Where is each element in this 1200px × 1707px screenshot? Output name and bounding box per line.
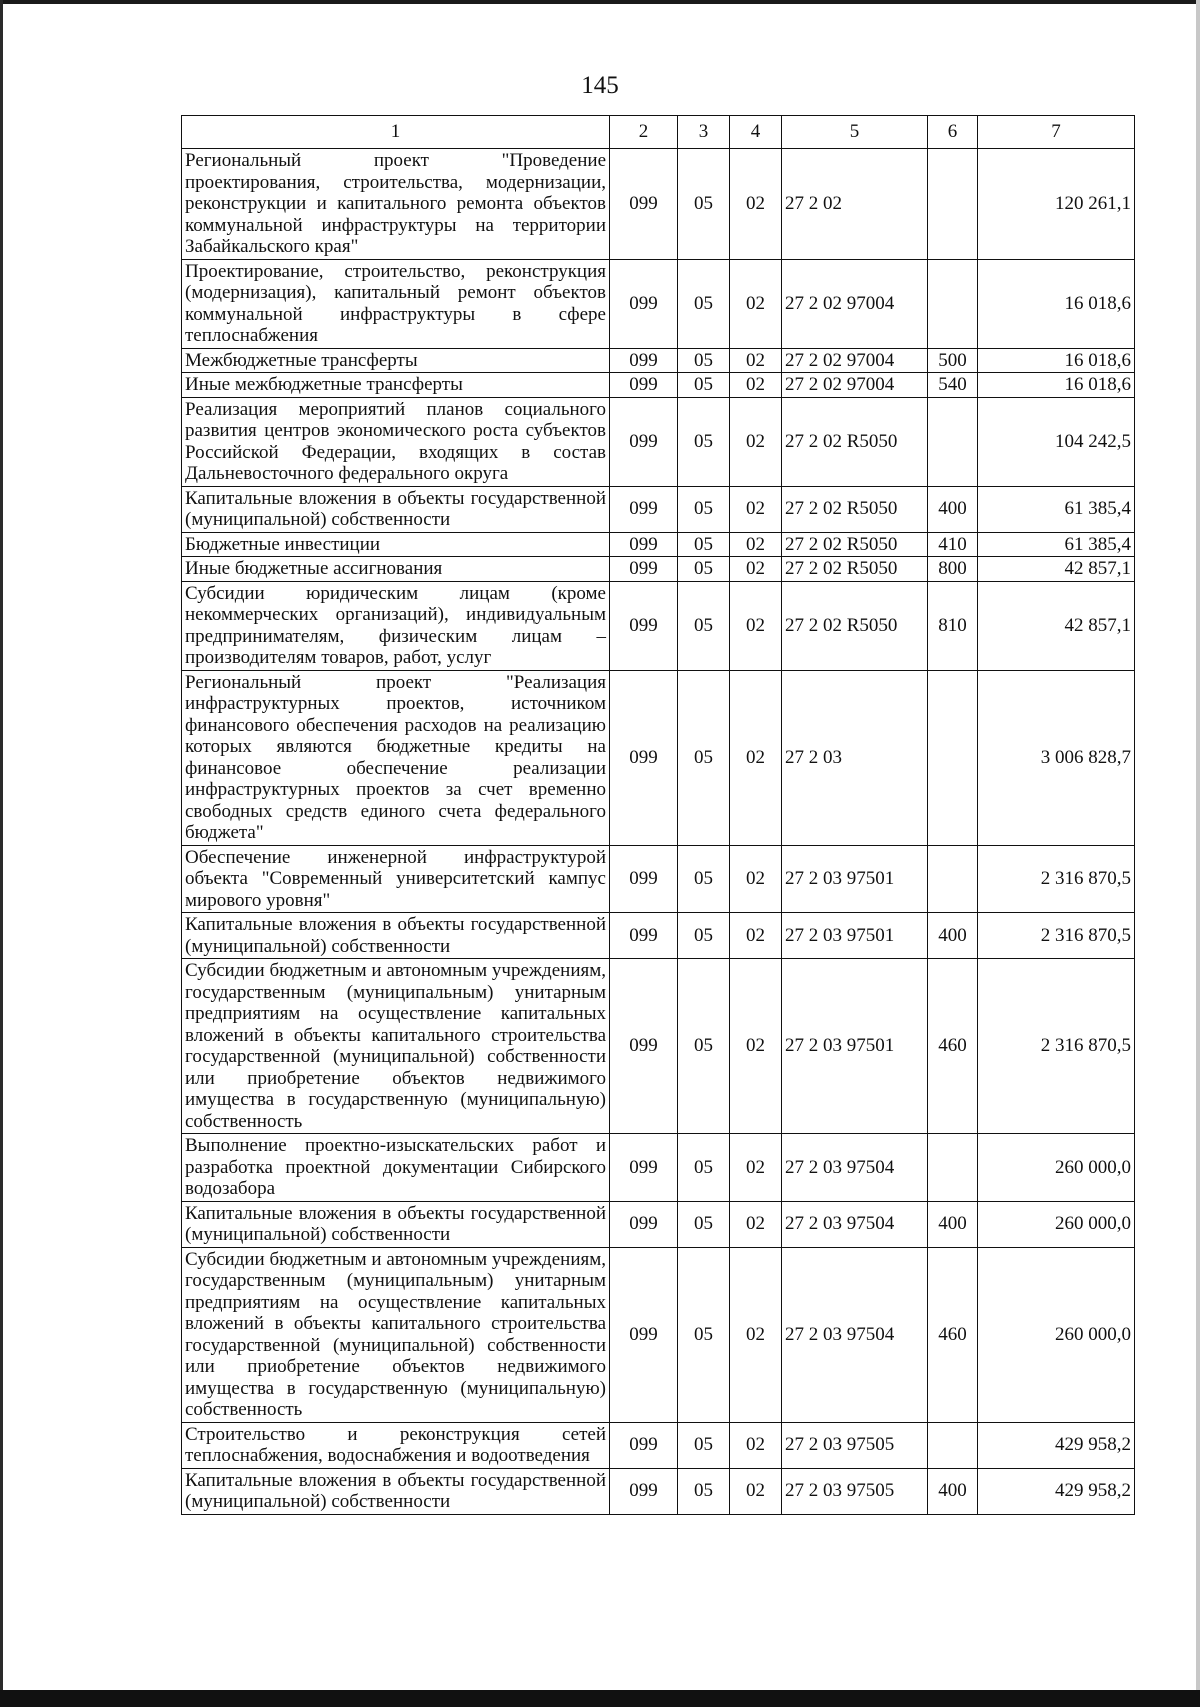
cell-code-5: 27 2 03 97501 — [782, 913, 928, 959]
row-description: Строительство и реконструкция сетей теплоснабжения, водоснабжения и водоотведения — [182, 1422, 610, 1468]
cell-code-2: 099 — [610, 581, 678, 670]
cell-code-4: 02 — [730, 149, 782, 260]
row-description: Капитальные вложения в объекты государственной (муниципальной) собственности — [182, 913, 610, 959]
table-row — [182, 532, 1135, 557]
cell-code-2: 099 — [610, 845, 678, 913]
cell-amount: 42 857,1 — [978, 557, 1135, 582]
budget-table — [181, 115, 1135, 1515]
column-header: 2 — [610, 116, 678, 149]
cell-code-6: 400 — [928, 1201, 978, 1247]
row-description: Субсидии бюджетным и автономным учреждениям, государственным (муниципальным) унитарным предприятиям на осуществление капитальных вложений в объекты капитального строительства государственной (муниципальной) собственности или приобретение объектов недвижимого имущества в государственную (муниципальную) собственность — [182, 959, 610, 1134]
table-header — [182, 116, 1135, 149]
cell-amount: 2 316 870,5 — [978, 959, 1135, 1134]
row-description: Межбюджетные трансферты — [182, 348, 610, 373]
cell-code-5: 27 2 02 R5050 — [782, 532, 928, 557]
cell-code-2: 099 — [610, 149, 678, 260]
cell-code-6 — [928, 397, 978, 486]
cell-amount: 61 385,4 — [978, 486, 1135, 532]
row-description: Субсидии юридическим лицам (кроме некоммерческих организаций), индивидуальным предпринимателям, физическим лицам – производителям товаров, работ, услуг — [182, 581, 610, 670]
cell-code-6: 810 — [928, 581, 978, 670]
cell-amount: 2 316 870,5 — [978, 913, 1135, 959]
cell-code-4: 02 — [730, 1468, 782, 1514]
cell-amount: 16 018,6 — [978, 348, 1135, 373]
scan-edge-right — [1196, 0, 1200, 1707]
cell-amount: 260 000,0 — [978, 1134, 1135, 1202]
row-description: Реализация мероприятий планов социального развития центров экономического роста субъектов Российской Федерации, входящих в состав Дальневосточного федерального округа — [182, 397, 610, 486]
table-row — [182, 373, 1135, 398]
table-row — [182, 397, 1135, 486]
column-header: 6 — [928, 116, 978, 149]
cell-code-5: 27 2 02 97004 — [782, 348, 928, 373]
cell-amount: 429 958,2 — [978, 1468, 1135, 1514]
cell-code-3: 05 — [678, 1468, 730, 1514]
cell-code-3: 05 — [678, 1201, 730, 1247]
column-header: 7 — [978, 116, 1135, 149]
cell-code-5: 27 2 03 — [782, 670, 928, 845]
cell-code-3: 05 — [678, 845, 730, 913]
header-row — [182, 116, 1135, 149]
cell-amount: 42 857,1 — [978, 581, 1135, 670]
row-description: Проектирование, строительство, реконструкция (модернизация), капитальный ремонт объектов коммунальной инфраструктуры в сфере теплоснабжения — [182, 259, 610, 348]
cell-amount: 16 018,6 — [978, 373, 1135, 398]
cell-code-4: 02 — [730, 1422, 782, 1468]
cell-code-5: 27 2 03 97504 — [782, 1201, 928, 1247]
row-description: Региональный проект "Проведение проектирования, строительства, модернизации, реконструкции и капитального ремонта объектов коммунальной инфраструктуры на территории Забайкальского края" — [182, 149, 610, 260]
cell-code-2: 099 — [610, 532, 678, 557]
table-row — [182, 486, 1135, 532]
cell-code-6: 460 — [928, 1247, 978, 1422]
cell-code-3: 05 — [678, 581, 730, 670]
cell-amount: 120 261,1 — [978, 149, 1135, 260]
row-description: Капитальные вложения в объекты государственной (муниципальной) собственности — [182, 1468, 610, 1514]
table-row — [182, 1247, 1135, 1422]
cell-code-4: 02 — [730, 373, 782, 398]
cell-code-4: 02 — [730, 959, 782, 1134]
cell-code-5: 27 2 02 — [782, 149, 928, 260]
cell-code-2: 099 — [610, 397, 678, 486]
table-row — [182, 149, 1135, 260]
cell-code-4: 02 — [730, 845, 782, 913]
cell-code-4: 02 — [730, 1201, 782, 1247]
row-description: Иные бюджетные ассигнования — [182, 557, 610, 582]
cell-code-6: 410 — [928, 532, 978, 557]
cell-code-6: 460 — [928, 959, 978, 1134]
cell-code-2: 099 — [610, 959, 678, 1134]
cell-code-6 — [928, 149, 978, 260]
cell-code-3: 05 — [678, 259, 730, 348]
cell-code-6: 800 — [928, 557, 978, 582]
cell-code-3: 05 — [678, 1247, 730, 1422]
cell-code-2: 099 — [610, 1134, 678, 1202]
cell-code-6: 540 — [928, 373, 978, 398]
cell-amount: 2 316 870,5 — [978, 845, 1135, 913]
cell-code-3: 05 — [678, 486, 730, 532]
row-description: Субсидии бюджетным и автономным учреждениям, государственным (муниципальным) унитарным предприятиям на осуществление капитальных вложений в объекты капитального строительства государственной (муниципальной) собственности или приобретение объектов недвижимого имущества в государственную (муниципальную) собственность — [182, 1247, 610, 1422]
cell-code-3: 05 — [678, 913, 730, 959]
cell-code-6: 400 — [928, 1468, 978, 1514]
cell-code-2: 099 — [610, 1468, 678, 1514]
cell-code-6 — [928, 845, 978, 913]
cell-code-5: 27 2 02 R5050 — [782, 581, 928, 670]
cell-code-2: 099 — [610, 486, 678, 532]
table-row — [182, 259, 1135, 348]
cell-code-6 — [928, 1134, 978, 1202]
scan-edge-top — [0, 0, 1200, 4]
cell-code-3: 05 — [678, 397, 730, 486]
cell-code-6 — [928, 670, 978, 845]
cell-code-2: 099 — [610, 1422, 678, 1468]
cell-code-3: 05 — [678, 1134, 730, 1202]
cell-amount: 260 000,0 — [978, 1247, 1135, 1422]
cell-code-4: 02 — [730, 670, 782, 845]
table-row — [182, 581, 1135, 670]
cell-code-5: 27 2 02 97004 — [782, 373, 928, 398]
cell-code-5: 27 2 02 97004 — [782, 259, 928, 348]
cell-code-2: 099 — [610, 1201, 678, 1247]
cell-code-5: 27 2 03 97505 — [782, 1422, 928, 1468]
cell-code-2: 099 — [610, 259, 678, 348]
column-header: 1 — [182, 116, 610, 149]
table-row — [182, 557, 1135, 582]
cell-code-4: 02 — [730, 397, 782, 486]
cell-code-3: 05 — [678, 670, 730, 845]
column-header: 5 — [782, 116, 928, 149]
scan-edge-left — [0, 0, 3, 1707]
table-row — [182, 1201, 1135, 1247]
cell-code-4: 02 — [730, 486, 782, 532]
row-description: Капитальные вложения в объекты государственной (муниципальной) собственности — [182, 1201, 610, 1247]
cell-code-6: 500 — [928, 348, 978, 373]
cell-code-3: 05 — [678, 959, 730, 1134]
cell-amount: 104 242,5 — [978, 397, 1135, 486]
cell-code-5: 27 2 02 R5050 — [782, 397, 928, 486]
table-body — [182, 149, 1135, 1515]
column-header: 3 — [678, 116, 730, 149]
cell-code-4: 02 — [730, 913, 782, 959]
cell-code-5: 27 2 03 97501 — [782, 845, 928, 913]
cell-code-3: 05 — [678, 1422, 730, 1468]
row-description: Выполнение проектно-изыскательских работ и разработка проектной документации Сибирского водозабора — [182, 1134, 610, 1202]
cell-code-5: 27 2 03 97504 — [782, 1134, 928, 1202]
cell-code-3: 05 — [678, 348, 730, 373]
cell-code-3: 05 — [678, 557, 730, 582]
table-row — [182, 959, 1135, 1134]
table-row — [182, 1468, 1135, 1514]
cell-code-5: 27 2 02 R5050 — [782, 486, 928, 532]
cell-amount: 16 018,6 — [978, 259, 1135, 348]
cell-code-2: 099 — [610, 913, 678, 959]
cell-code-4: 02 — [730, 557, 782, 582]
table-row — [182, 348, 1135, 373]
cell-code-4: 02 — [730, 581, 782, 670]
table-row — [182, 845, 1135, 913]
cell-code-6 — [928, 259, 978, 348]
cell-code-6 — [928, 1422, 978, 1468]
row-description: Иные межбюджетные трансферты — [182, 373, 610, 398]
cell-code-5: 27 2 02 R5050 — [782, 557, 928, 582]
table-row — [182, 670, 1135, 845]
cell-amount: 429 958,2 — [978, 1422, 1135, 1468]
cell-code-2: 099 — [610, 348, 678, 373]
row-description: Капитальные вложения в объекты государственной (муниципальной) собственности — [182, 486, 610, 532]
table-row — [182, 1422, 1135, 1468]
cell-code-5: 27 2 03 97504 — [782, 1247, 928, 1422]
cell-code-4: 02 — [730, 1247, 782, 1422]
cell-code-4: 02 — [730, 1134, 782, 1202]
cell-code-5: 27 2 03 97501 — [782, 959, 928, 1134]
cell-code-6: 400 — [928, 486, 978, 532]
cell-amount: 61 385,4 — [978, 532, 1135, 557]
column-header: 4 — [730, 116, 782, 149]
row-description: Обеспечение инженерной инфраструктурой объекта "Современный университетский кампус мирового уровня" — [182, 845, 610, 913]
scan-edge-bottom — [0, 1690, 1200, 1707]
cell-code-6: 400 — [928, 913, 978, 959]
cell-amount: 260 000,0 — [978, 1201, 1135, 1247]
cell-code-3: 05 — [678, 149, 730, 260]
cell-code-4: 02 — [730, 259, 782, 348]
cell-code-3: 05 — [678, 532, 730, 557]
table-row — [182, 1134, 1135, 1202]
cell-code-4: 02 — [730, 348, 782, 373]
cell-code-2: 099 — [610, 670, 678, 845]
cell-code-2: 099 — [610, 373, 678, 398]
cell-code-3: 05 — [678, 373, 730, 398]
table-row — [182, 913, 1135, 959]
row-description: Региональный проект "Реализация инфраструктурных проектов, источником финансового обеспечения расходов на реализацию которых являются бюджетные кредиты на финансовое обеспечение реализации инфраструктурных проектов за счет временно свободных средств единого счета федерального бюджета" — [182, 670, 610, 845]
cell-code-2: 099 — [610, 1247, 678, 1422]
page-number: 145 — [581, 72, 619, 99]
row-description: Бюджетные инвестиции — [182, 532, 610, 557]
cell-amount: 3 006 828,7 — [978, 670, 1135, 845]
cell-code-2: 099 — [610, 557, 678, 582]
cell-code-4: 02 — [730, 532, 782, 557]
cell-code-5: 27 2 03 97505 — [782, 1468, 928, 1514]
